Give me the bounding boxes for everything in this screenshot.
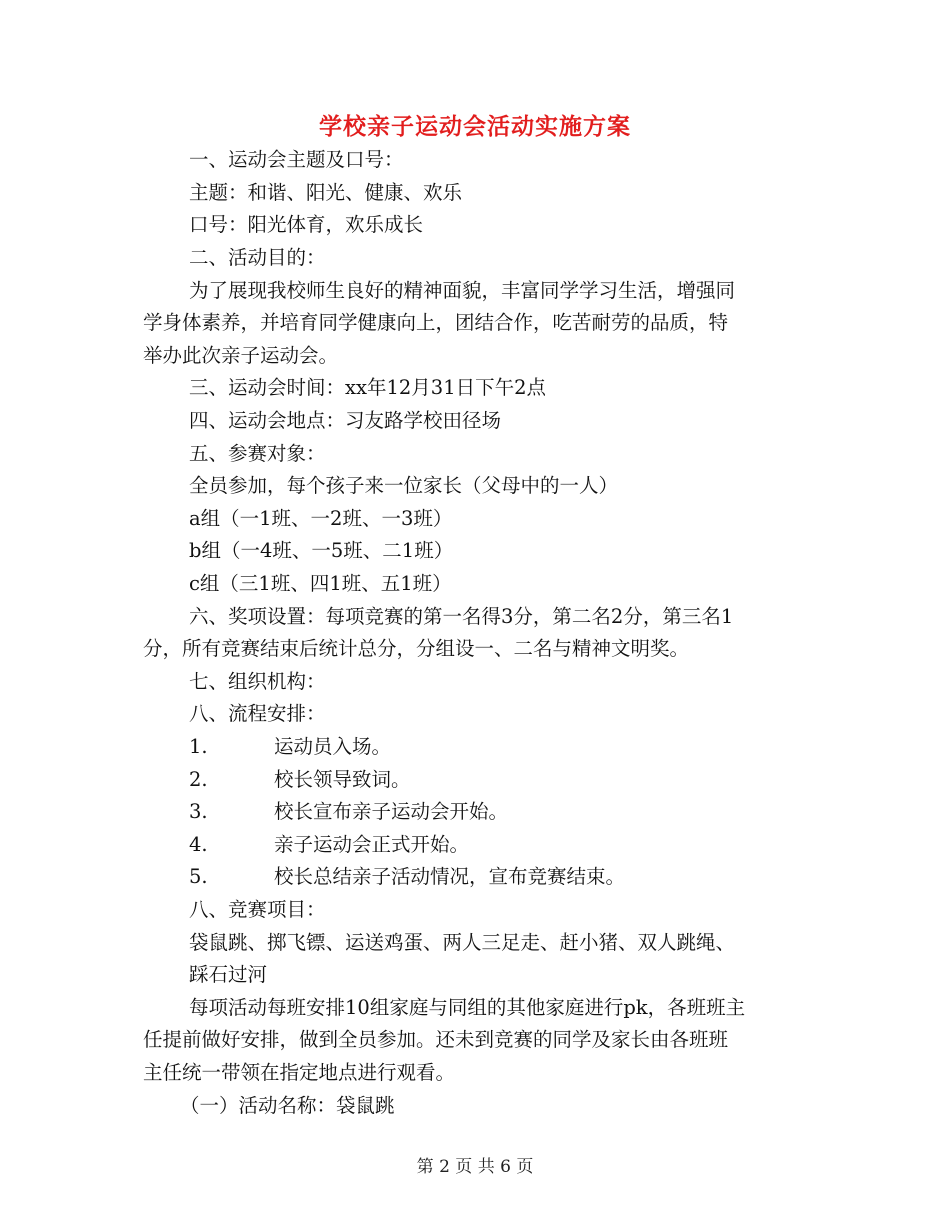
step-text: 校长总结亲子活动情况，宣布竞赛结束。 bbox=[274, 865, 626, 888]
paragraph-purpose-line1: 为了展现我校师生良好的精神面貌，丰富同学学习生活，增强同 bbox=[189, 279, 736, 302]
heading-participants: 五、参赛对象： bbox=[189, 442, 326, 465]
text-location: 四、运动会地点：习友路学校田径场 bbox=[189, 409, 502, 432]
text-slogan: 口号：阳光体育，欢乐成长 bbox=[189, 213, 424, 236]
step-number: 5. bbox=[189, 865, 208, 888]
text-participants: 全员参加，每个孩子来一位家长（父母中的一人） bbox=[189, 474, 619, 497]
paragraph-awards-line1: 六、奖项设置：每项竞赛的第一名得3分，第二名2分，第三名1 bbox=[189, 605, 734, 628]
text-group-c: c组（三1班、四1班、五1班） bbox=[189, 572, 452, 595]
text-group-a: a组（一1班、一2班、一3班） bbox=[189, 507, 453, 530]
text-events-line2: 踩石过河 bbox=[189, 963, 268, 986]
heading-theme: 一、运动会主题及口号： bbox=[189, 148, 404, 171]
step-text: 亲子运动会正式开始。 bbox=[274, 833, 470, 856]
heading-process: 八、流程安排： bbox=[189, 702, 326, 725]
step-text: 校长宣布亲子运动会开始。 bbox=[274, 800, 509, 823]
heading-events: 八、竞赛项目： bbox=[189, 898, 326, 921]
text-events-line1: 袋鼠跳、掷飞镖、运送鸡蛋、两人三足走、赶小猪、双人跳绳、 bbox=[189, 931, 736, 954]
step-number: 1. bbox=[189, 735, 208, 758]
paragraph-purpose-line3: 举办此次亲子运动会。 bbox=[143, 344, 339, 367]
step-number: 4. bbox=[189, 833, 208, 856]
paragraph-awards-line2: 分，所有竞赛结束后统计总分，分组设一、二名与精神文明奖。 bbox=[143, 637, 690, 660]
page-footer: 第 2 页 共 6 页 bbox=[416, 1157, 534, 1177]
text-theme: 主题：和谐、阳光、健康、欢乐 bbox=[189, 181, 463, 204]
document-title: 学校亲子运动会活动实施方案 bbox=[319, 114, 631, 140]
heading-activity-name: （一）活动名称：袋鼠跳 bbox=[180, 1094, 395, 1117]
paragraph-purpose-line2: 学身体素养，并培育同学健康向上，团结合作，吃苦耐劳的品质，特 bbox=[143, 311, 729, 334]
paragraph-arrangement-line3: 主任统一带领在指定地点进行观看。 bbox=[143, 1061, 456, 1084]
paragraph-arrangement-line1: 每项活动每班安排10组家庭与同组的其他家庭进行pk，各班班主 bbox=[189, 996, 746, 1019]
step-text: 运动员入场。 bbox=[274, 735, 392, 758]
step-text: 校长领导致词。 bbox=[274, 768, 411, 791]
text-time: 三、运动会时间：xx年12月31日下午2点 bbox=[189, 376, 547, 399]
step-number: 2. bbox=[189, 768, 208, 791]
heading-organization: 七、组织机构： bbox=[189, 670, 326, 693]
text-group-b: b组（一4班、一5班、二1班） bbox=[189, 539, 454, 562]
paragraph-arrangement-line2: 任提前做好安排，做到全员参加。还未到竞赛的同学及家长由各班班 bbox=[143, 1028, 729, 1051]
step-number: 3. bbox=[189, 800, 208, 823]
heading-purpose: 二、活动目的： bbox=[189, 246, 326, 269]
